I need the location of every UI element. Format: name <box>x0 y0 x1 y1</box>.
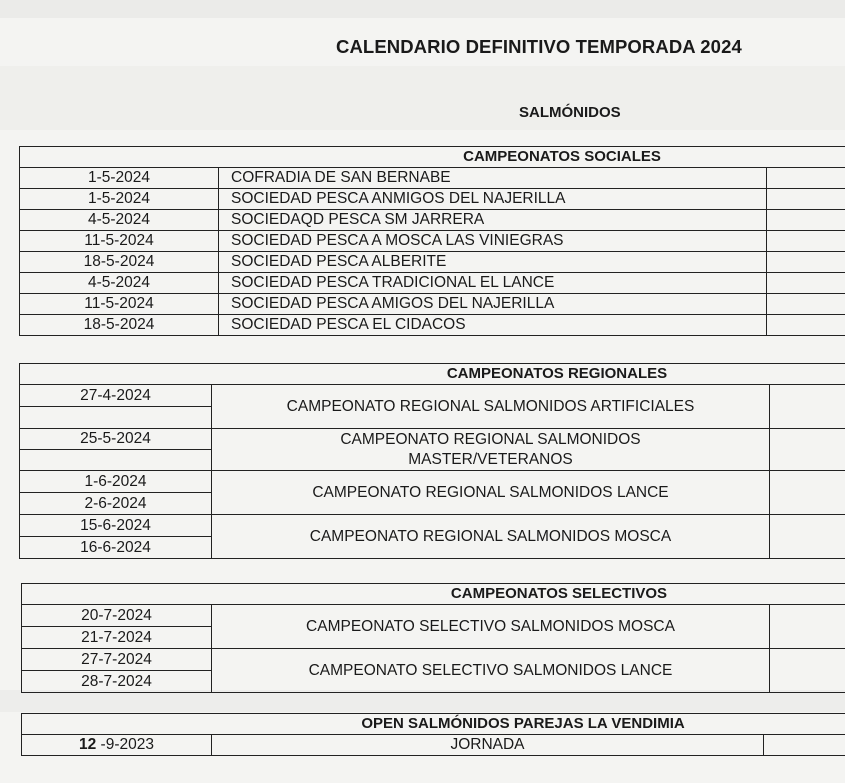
blank-cell <box>770 649 845 693</box>
section-title: SALMÓNIDOS <box>519 104 621 121</box>
table-selectivos <box>21 583 845 693</box>
blank-cell <box>767 315 845 336</box>
date-cell <box>20 450 212 471</box>
date-cell: 18-5-2024 <box>20 252 219 273</box>
scan-artifact <box>0 66 845 130</box>
event-cell: CAMPEONATO REGIONAL SALMONIDOS ARTIFICIALES <box>212 385 770 429</box>
blank-cell <box>767 210 845 231</box>
table-row <box>20 294 845 315</box>
header-label: CAMPEONATOS REGIONALES <box>446 365 668 382</box>
date-cell: 4-5-2024 <box>20 210 219 231</box>
date-cell: 28-7-2024 <box>22 671 212 693</box>
blank-cell <box>770 605 845 649</box>
table-row <box>22 605 845 627</box>
page-title: CALENDARIO DEFINITIVO TEMPORADA 2024 <box>336 36 742 57</box>
date-cell: 1-5-2024 <box>20 189 219 210</box>
table-open <box>21 713 845 756</box>
event-cell: COFRADIA DE SAN BERNABE <box>219 168 767 189</box>
blank-cell <box>767 189 845 210</box>
header-label: OPEN SALMÓNIDOS PAREJAS LA VENDIMIA <box>361 715 685 732</box>
date-cell: 11-5-2024 <box>20 294 219 315</box>
event-cell: SOCIEDAD PESCA ANMIGOS DEL NAJERILLA <box>219 189 767 210</box>
blank-cell <box>770 471 845 515</box>
blank-cell <box>770 429 845 471</box>
table-row <box>20 471 845 493</box>
event-cell: SOCIEDAD PESCA TRADICIONAL EL LANCE <box>219 273 767 294</box>
event-cell: SOCIEDAD PESCA EL CIDACOS <box>219 315 767 336</box>
table-row <box>20 189 845 210</box>
blank-cell <box>767 168 845 189</box>
table-header <box>22 584 845 605</box>
date-cell: 27-7-2024 <box>22 649 212 671</box>
blank-cell <box>767 231 845 252</box>
blank-cell <box>767 294 845 315</box>
blank-cell <box>770 385 845 429</box>
table-header <box>20 364 845 385</box>
table-row <box>20 515 845 537</box>
table-row <box>20 429 845 450</box>
header-label: CAMPEONATOS SOCIALES <box>463 148 661 165</box>
table-row <box>20 273 845 294</box>
event-cell: SOCIEDAD PESCA A MOSCA LAS VINIEGRAS <box>219 231 767 252</box>
event-cell: JORNADA <box>212 735 764 756</box>
table-row <box>20 210 845 231</box>
date-cell: 20-7-2024 <box>22 605 212 627</box>
blank-cell <box>770 515 845 559</box>
table-header <box>22 714 845 735</box>
date-cell: 2-6-2024 <box>20 493 212 515</box>
event-cell: CAMPEONATO SELECTIVO SALMONIDOS LANCE <box>212 649 770 693</box>
date-cell: 27-4-2024 <box>20 385 212 407</box>
blank-cell <box>764 735 845 756</box>
header-label: CAMPEONATOS SELECTIVOS <box>450 585 668 602</box>
date-cell: 1-5-2024 <box>20 168 219 189</box>
event-cell: CAMPEONATO SELECTIVO SALMONIDOS MOSCA <box>212 605 770 649</box>
scan-artifact <box>0 0 845 18</box>
date-cell: 25-5-2024 <box>20 429 212 450</box>
table-header <box>20 147 845 168</box>
date-cell: 15-6-2024 <box>20 515 212 537</box>
event-cell: SOCIEDAQD PESCA SM JARRERA <box>219 210 767 231</box>
table-row <box>20 252 845 273</box>
event-cell: SOCIEDAD PESCA AMIGOS DEL NAJERILLA <box>219 294 767 315</box>
event-cell: CAMPEONATO REGIONAL SALMONIDOS MASTER/VETERANOS <box>212 429 770 471</box>
date-cell: 1-6-2024 <box>20 471 212 493</box>
table-row <box>20 385 845 407</box>
scan-artifact <box>0 690 845 712</box>
table-row <box>20 231 845 252</box>
event-cell: CAMPEONATO REGIONAL SALMONIDOS MOSCA <box>212 515 770 559</box>
date-cell <box>20 407 212 429</box>
table-row <box>20 168 845 189</box>
date-cell: 4-5-2024 <box>20 273 219 294</box>
table-sociales <box>19 146 845 336</box>
table-regionales <box>19 363 845 559</box>
date-cell: 18-5-2024 <box>20 315 219 336</box>
date-cell: 12 -9-2023 <box>22 735 212 756</box>
date-cell: 21-7-2024 <box>22 627 212 649</box>
table-row <box>22 649 845 671</box>
date-cell: 16-6-2024 <box>20 537 212 559</box>
blank-cell <box>767 252 845 273</box>
table-row <box>22 735 845 756</box>
blank-cell <box>767 273 845 294</box>
event-cell: CAMPEONATO REGIONAL SALMONIDOS LANCE <box>212 471 770 515</box>
date-cell: 11-5-2024 <box>20 231 219 252</box>
event-cell: SOCIEDAD PESCA ALBERITE <box>219 252 767 273</box>
table-row <box>20 315 845 336</box>
